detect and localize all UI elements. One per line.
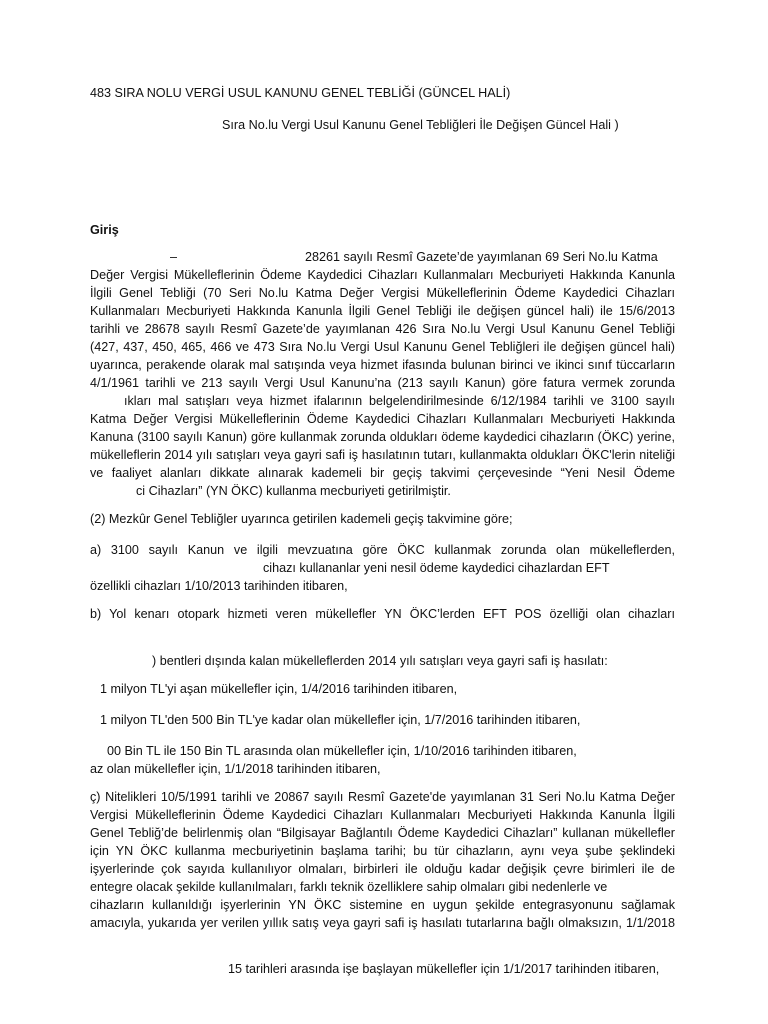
item-a-line: özellikli cihazları 1/10/2013 tarihinden itibaren, bbox=[90, 579, 348, 593]
intro-line: Kullanmaları Mecburiyeti Hakkında Kanunla İlgili Genel Tebliği ile değişen güncel hali) ile 15/6/2013 bbox=[90, 304, 675, 318]
item-c-intro: ) bentleri dışında kalan mükelleflerden 2014 yılı satışları veya gayri safi iş hasılatı: bbox=[152, 654, 608, 668]
item-cc-line: entegre olacak şekilde kullanılmaları, farklı teknik özelliklere sahip olmaları gibi nedenlerle ve bbox=[90, 880, 608, 894]
section-heading: Giriş bbox=[90, 223, 119, 237]
intro-line: ıkları mal satışları veya hizmet ifalarının belgelendirilmesinde 6/12/1984 tarihli ve 3100 sayılı bbox=[124, 394, 675, 408]
threshold-item: 1 milyon TL'yi aşan mükellefler için, 1/4/2016 tarihinden itibaren, bbox=[100, 682, 458, 696]
item-cc-line: amacıyla, yukarıda yer verilen yıllık satış veya gayri safi iş hasılatı tutarlarına bağlı olmaksızın, 1/1/2018 bbox=[90, 916, 675, 930]
item-cc-line: cihazların kullanıldığı işyerlerinin YN ÖKC sistemine en uygun şekilde entegrasyonunu sağlamak bbox=[90, 898, 675, 912]
document-subtitle: Sıra No.lu Vergi Usul Kanunu Genel Tebliğleri İle Değişen Güncel Hali ) bbox=[222, 118, 619, 132]
intro-line: İlgili Genel Tebliği (70 Seri No.lu Katma Değer Vergisi Mükelleflerinin Ödeme Kaydedici Cihazları bbox=[90, 286, 675, 300]
item-cc-line: Vergisi Mükelleflerinin Ödeme Kaydedici Cihazları Kullanmaları Mecburiyeti Hakkında Kanunla İlgili bbox=[90, 808, 675, 822]
intro-line: 4/1/1961 tarihli ve 213 sayılı Vergi Usul Kanunu’na (213 sayılı Kanun) göre fatura vermek zorunda bbox=[90, 376, 675, 390]
item-cc-line: için YN ÖKC kullanma mecburiyetinin başlama tarihi; bu tür cihazların, aynı veya şube şeklindeki bbox=[90, 844, 675, 858]
intro-dash: – bbox=[170, 250, 178, 264]
intro-line: (427, 437, 450, 465, 466 ve 473 Sıra No.lu Vergi Usul Kanunu Genel Tebliğleri ile değişen güncel hali) bbox=[90, 340, 675, 354]
item-a-line: cihazı kullananlar yeni nesil ödeme kaydedici cihazlardan EFT bbox=[263, 561, 610, 575]
item-a-line: a) 3100 sayılı Kanun ve ilgili mevzuatına göre ÖKC kullanmak zorunda olan mükelleflerden, bbox=[90, 543, 675, 557]
intro-line: tarihli ve 28678 sayılı Resmî Gazete’de yayımlanan 426 Sıra No.lu Vergi Usul Kanunu Genel Tebliği bbox=[90, 322, 675, 336]
item-cc-line: Genel Tebliğ’de belirlenmiş olan “Bilgisayar Bağlantılı Ödeme Kaydedici Cihazları” kullanan mükellefler bbox=[90, 826, 675, 840]
document-title: 483 SIRA NOLU VERGİ USUL KANUNU GENEL TEBLİĞİ (GÜNCEL HALİ) bbox=[90, 86, 511, 100]
last-line: 15 tarihleri arasında işe başlayan mükellefler için 1/1/2017 tarihinden itibaren, bbox=[228, 962, 660, 976]
threshold-item: az olan mükellefler için, 1/1/2018 tarihinden itibaren, bbox=[90, 762, 381, 776]
intro-line: Katma Değer Vergisi Mükelleflerinin Ödeme Kaydedici Cihazları Kullanmaları Mecburiyeti Hakkında bbox=[90, 412, 675, 426]
intro-line: ci Cihazları” (YN ÖKC) kullanma mecburiyeti getirilmiştir. bbox=[136, 484, 451, 498]
item-b: b) Yol kenarı otopark hizmeti veren mükellefler YN ÖKC’lerden EFT POS özelliği olan cihazları bbox=[90, 607, 675, 621]
intro-line: Değer Vergisi Mükelleflerinin Ödeme Kaydedici Cihazları Kullanmaları Mecburiyeti Hakkında Kanunla bbox=[90, 268, 675, 282]
intro-line: Kanuna (3100 sayılı Kanun) göre kullanmak zorunda oldukları ödeme kaydedici cihazların (ÖKC) yerine, bbox=[90, 430, 675, 444]
item-cc-line: ç) Nitelikleri 10/5/1991 tarihli ve 20867 sayılı Resmî Gazete'de yayımlanan 31 Seri No.lu Katma Değer bbox=[90, 790, 675, 804]
intro-line: mükelleflerin 2014 yılı satışları veya gayri safi iş hasılatının tutarı, kullanmakta oldukları ÖKC'lerin niteliği bbox=[90, 448, 675, 462]
intro-line: uyarınca, perakende olarak mal satışında veya hizmet ifasında bulunan birinci ve ikinci sınıf tüccarların bbox=[90, 358, 675, 372]
intro-line: ve faaliyet alanları dikkate alınarak kademeli bir geçiş takvimi çerçevesinde “Yeni Nesil Ödeme bbox=[90, 466, 675, 480]
threshold-item: 00 Bin TL ile 150 Bin TL arasında olan mükellefler için, 1/10/2016 tarihinden itibaren, bbox=[107, 744, 577, 758]
paragraph-2: (2) Mezkûr Genel Tebliğler uyarınca getirilen kademeli geçiş takvimine göre; bbox=[90, 512, 513, 526]
item-cc-line: işyerlerinde çok sayıda kullanılıyor olmaları, birbirleri ile olduğu kadar değişik çevre birimleri ile de bbox=[90, 862, 675, 876]
threshold-item: 1 milyon TL'den 500 Bin TL'ye kadar olan mükellefler için, 1/7/2016 tarihinden itibaren, bbox=[100, 713, 581, 727]
intro-line: 28261 sayılı Resmî Gazete’de yayımlanan 69 Seri No.lu Katma bbox=[305, 250, 658, 264]
